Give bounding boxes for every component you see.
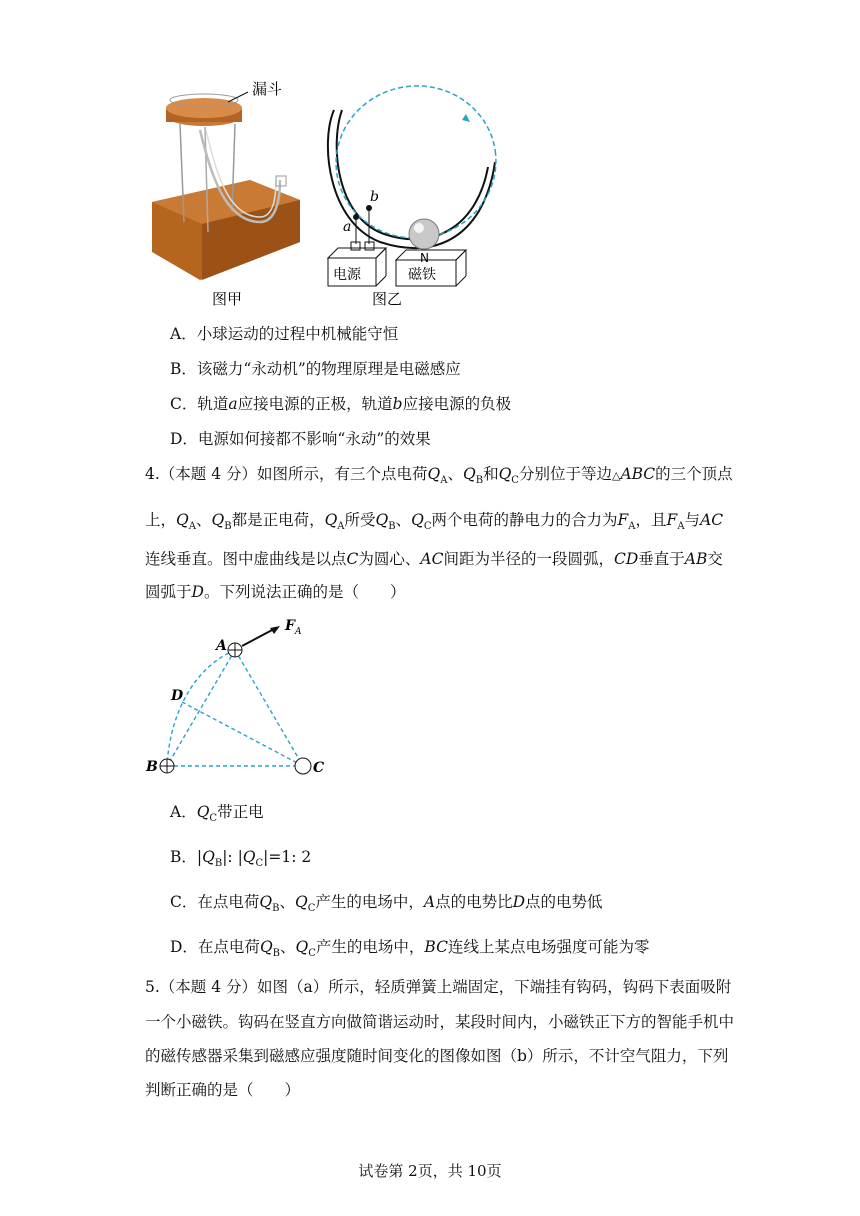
funnel-label: 漏斗 (252, 80, 283, 98)
track-diagram (326, 76, 500, 286)
q4-option-a: A．$Q_C$带正电 (170, 803, 264, 825)
q3-option-a: A．小球运动的过程中机械能守恒 (170, 325, 399, 343)
figure-b-caption: 图乙 (372, 290, 403, 308)
svg-text:C: C (313, 760, 325, 776)
page-footer: 试卷第 2页，共 10页 (358, 1162, 502, 1180)
triangle-diagram (140, 612, 340, 782)
q5-line-4: 判断正确的是（ ） (145, 1081, 301, 1099)
q5-line-3: 的磁传感器采集到磁感应强度随时间变化的图像如图（b）所示，不计空气阻力，下列 (145, 1047, 729, 1065)
track-a-label: a (343, 219, 352, 235)
svg-text:B: B (146, 759, 158, 775)
track-b-label: b (370, 189, 379, 205)
magnet-n-label: N (420, 251, 429, 265)
svg-text:D: D (171, 688, 184, 704)
q4-line-2: 上，$Q_A$、$Q_B$都是正电荷，$Q_A$所受$Q_B$、$Q_C$两个电荷的静电力的合力为$F_A$，且$F_A$与AC (145, 511, 724, 533)
q5-line-2: 一个小磁铁。钩码在竖直方向做简谐运动时，某段时间内，小磁铁正下方的智能手机中 (145, 1013, 735, 1031)
q4-option-d: D．在点电荷$Q_B$、$Q_C$产生的电场中，BC连线上某点电场强度可能为零 (170, 938, 650, 960)
svg-text:A: A (295, 627, 302, 637)
q4-option-c: C．在点电荷$Q_B$、$Q_C$产生的电场中，A点的电势比D点的电势低 (170, 893, 603, 915)
q4-line-1: 4.（本题 4 分）如图所示，有三个点电荷$Q_A$、$Q_B$和$Q_C$分别位于等边△ABC的三个顶点 (145, 465, 733, 487)
power-label: 电源 (333, 267, 361, 283)
q4-line-3: 连线垂直。图中虚曲线是以点C为圆心、AC间距为半径的一段圆弧，CD垂直于AB交 (145, 550, 723, 568)
q4-line-4: 圆弧于D。下列说法正确的是（ ） (145, 583, 406, 601)
figure-2 (140, 612, 340, 782)
q3-option-b: B．该磁力“永动机”的物理原理是电磁感应 (170, 360, 461, 378)
figure-1-svg (140, 72, 500, 312)
figure-1 (140, 72, 500, 312)
q3-option-c: C．轨道a应接电源的正极，轨道b应接电源的负极 (170, 395, 512, 413)
svg-text:A: A (216, 638, 227, 654)
force-arrow (270, 626, 280, 634)
q4-option-b: B．$|Q_B|$: $|Q_C|=1$: 2 (170, 848, 312, 870)
q3-option-d: D．电源如何接都不影响“永动”的效果 (170, 430, 431, 448)
figure-a-caption: 图甲 (212, 290, 243, 308)
q5-line-1: 5.（本题 4 分）如图（a）所示，轻质弹簧上端固定，下端挂有钩码，钩码下表面吸附 (145, 978, 732, 996)
perpetual-motion-apparatus-image (152, 92, 300, 280)
charge-c (295, 758, 311, 774)
magnet-label: 磁铁 (408, 267, 436, 283)
svg-text:F: F (285, 618, 295, 634)
